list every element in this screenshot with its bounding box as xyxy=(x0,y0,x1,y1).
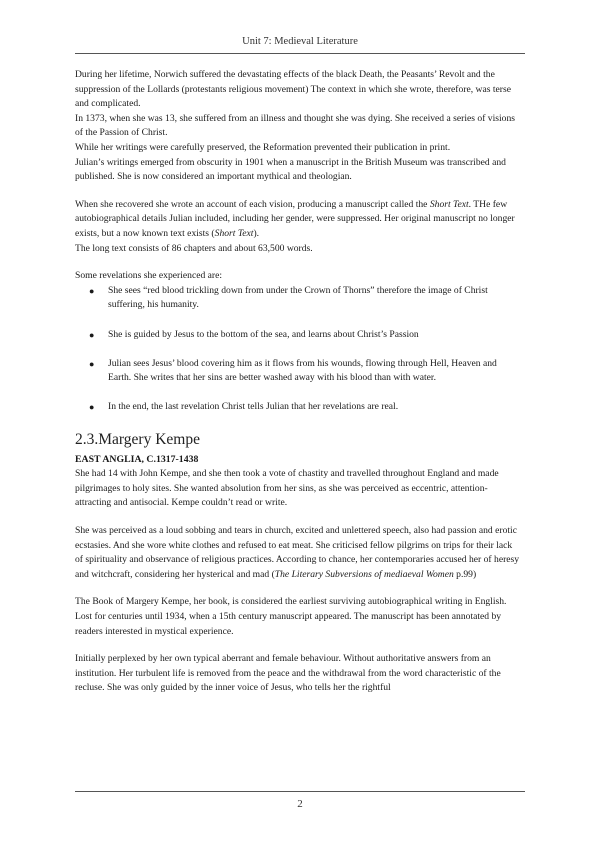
list-item xyxy=(75,328,522,343)
bullet-icon: ● xyxy=(89,402,95,413)
julian-paragraph-visions: In 1373, when she was 13, she suffered from an illness and thought she was dying. She received a series of visions of the Passion of Christ. xyxy=(75,112,515,139)
footer-rule xyxy=(75,791,525,792)
list-item-text: Julian sees Jesus’ blood covering him as it flows from his wounds, flowing through Hell, Heaven and Earth. She writes that her sins are better washed away with his blood than with water. xyxy=(108,357,497,384)
julian-paragraph-short-text xyxy=(75,198,522,242)
margery-paragraph-behaviour: Initially perplexed by her own typical aberrant and female behaviour. Without authoritative answers from an institution. Her turbulent life is removed from the peace and the withdrawal from the word characteristic of the recluse. She was only guided by the inner voice of Jesus, who tells her the rightful xyxy=(75,653,501,694)
text-run: p.99) xyxy=(453,568,477,580)
bullet-icon: ● xyxy=(89,358,95,369)
text-run: When she recovered she wrote an account of each vision, producing a manuscript called the xyxy=(75,198,430,210)
bullet-icon: ● xyxy=(89,329,95,340)
list-item-text: She is guided by Jesus to the bottom of the sea, and learns about Christ’s Passion xyxy=(108,328,419,340)
book-title: The Literary Subversions of mediaeval Women xyxy=(274,568,454,580)
section-heading: 2.3.Margery Kempe xyxy=(75,430,200,448)
text-run: ). xyxy=(253,227,260,239)
header-rule xyxy=(75,53,525,54)
revelations-intro: Some revelations she experienced are: xyxy=(75,270,223,282)
page-number: 2 xyxy=(297,798,303,810)
margery-paragraph-pilgrimages: She had 14 with John Kempe, and she then took a vote of chastity and travelled throughout England and made pilgrimages to holy sites. She wanted absolution from her sins, as she was perceived as eccentric, attention-attracting and antisocial. Kempe couldn’t read or write. xyxy=(75,468,499,509)
section-subheading: EAST ANGLIA, C.1317-1438 xyxy=(75,453,199,465)
bullet-icon: ● xyxy=(89,285,95,296)
text-run: She was perceived as a loud sobbing and tears in church, excited and unlettered speech, also had passion and erotic ecstasies. And she wore white clothes and refused to eat meat. She criticised fellow pilgrims on trips for their lack of spirituality and observance of religious practices. According to chance, her contemporaries accused her of heresy and witchcraft, considering her hysterical and mad ( xyxy=(75,525,520,580)
margery-paragraph-book: The Book of Margery Kempe, her book, is considered the earliest surviving autobiographical writing in English. Lost for centuries until 1934, when a 15th century manuscript appeared. The manuscript has been annotated by readers interested in mystical experience. xyxy=(75,596,507,637)
julian-paragraph-reformation: While her writings were carefully preserved, the Reformation prevented their publication in print. xyxy=(75,141,451,153)
list-item xyxy=(75,284,522,313)
running-header: Unit 7: Medieval Literature xyxy=(242,36,358,47)
page-content xyxy=(75,68,522,696)
julian-paragraph-long-text: The long text consists of 86 chapters and about 63,500 words. xyxy=(75,242,313,254)
list-item-text: She sees “red blood trickling down from under the Crown of Thorns” therefore the image of Christ suffering, his humanity. xyxy=(108,284,488,311)
julian-paragraph-obscurity: Julian’s writings emerged from obscurity in 1901 when a manuscript in the British Museum was transcribed and published. She is now considered an important mythical and theologian. xyxy=(75,156,506,183)
list-item xyxy=(75,357,522,386)
list-item xyxy=(75,400,522,415)
margery-paragraph-perception xyxy=(75,524,522,582)
book-title: Short Text xyxy=(429,198,469,210)
book-title: Short Text xyxy=(214,227,254,239)
julian-paragraph-context: During her lifetime, Norwich suffered the devastating effects of the black Death, the Peasants’ Revolt and the suppression of the Lollards (protestants religious movement) The context in which she wrote, therefore, was terse and complicated. xyxy=(75,69,511,110)
list-item-text: In the end, the last revelation Christ tells Julian that her revelations are real. xyxy=(108,401,399,413)
text-run: . THe few autobiographical details Julian included, including her gender, were suppressed. Her original manuscript no longer exists, but a now known text exists ( xyxy=(75,198,515,239)
revelations-list xyxy=(75,284,522,415)
